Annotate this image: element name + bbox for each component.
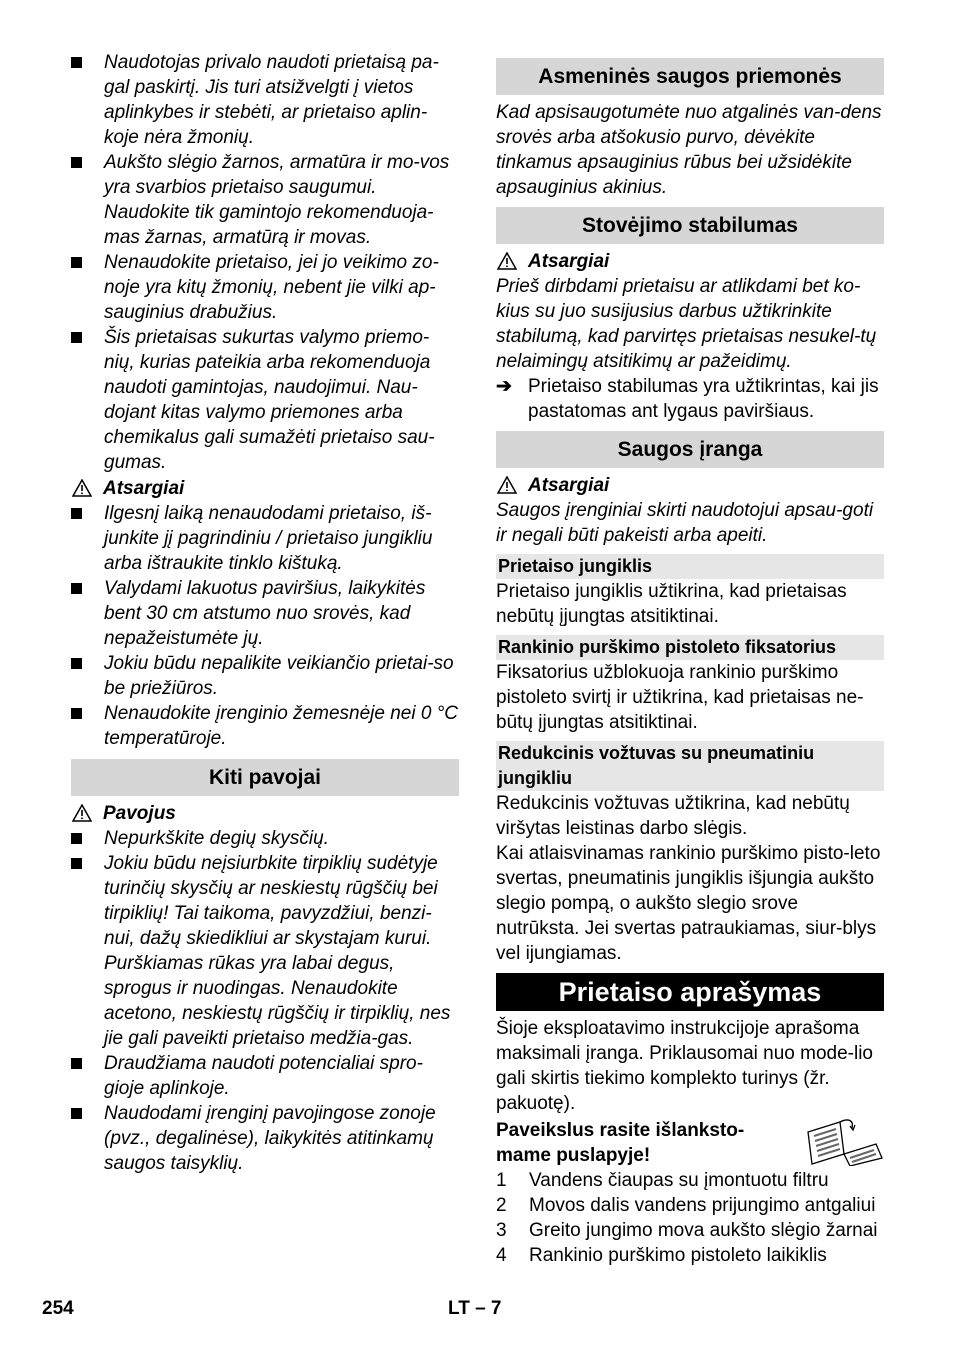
left-column (71, 50, 459, 1176)
right-arrow-icon: ➔ (496, 376, 512, 397)
warning-triangle-icon (72, 479, 92, 497)
square-bullet-icon (71, 583, 82, 594)
square-bullet-icon (71, 332, 82, 343)
square-bullet-icon (71, 57, 82, 68)
square-bullet-icon (71, 257, 82, 268)
description-text: Šioje eksploatavimo instrukcijoje aprašoma maksimali įranga. Priklausomai nuo mode-lio gali skirtis tiekimo komplekto turinys (žr. pakuotę). (496, 1018, 873, 1114)
bullet-item: Valydami lakuotus paviršius, laikykitės bent 30 cm atstumo nuo srovės, kad nepažeistumėte jų. (71, 576, 459, 651)
stability-text: Prieš dirbdami prietaisu ar atlikdami bet ko-kius su juo susijusius darbus užtikrinkite stabilumą, kad parvirtęs prietaisas nesukel-tų nelaimingų atsitikimų ar pažeidimų. (496, 276, 877, 372)
figure-note-row (496, 1118, 884, 1168)
bullet-item: Šis prietaisas sukurtas valymo priemo-nių, kurias pateikia arba rekomenduoja naudoti gamintojas, naudojimui. Nau-dojant kitas valymo priemones arba chemikalus gali sumažėti prietaiso sau-gumas. (71, 325, 459, 475)
stability-arrow-item: ➔ Prietaiso stabilumas yra užtikrintas, kai jis pastatomas ant lygaus paviršiaus. (496, 376, 879, 422)
section-heading-device-description: Prietaiso aprašymas (496, 973, 884, 1011)
bullet-item: Nenaudokite prietaiso, jei jo veikimo zo-noje yra kitų žmonių, nebent jie vilki ap-sauginius drabužius. (71, 250, 459, 325)
warning-heading: Atsargiai (71, 476, 459, 501)
list-item: 2 Movos dalis vandens prijungimo antgaliui (496, 1195, 876, 1216)
section-heading-stability: Stovėjimo stabilumas (496, 207, 884, 244)
switch-text: Prietaiso jungiklis užtikrina, kad prietaisas nebūtų įjungtas atsitiktinai. (496, 581, 847, 627)
open-book-icon (804, 1118, 884, 1166)
warning-triangle-icon (497, 476, 517, 494)
danger-heading: Pavojus (71, 801, 459, 826)
bullet-item: Naudodami įrenginį pavojingose zonoje (pvz., degalinėse), laikykitės atitinkamų saugos taisyklių. (71, 1101, 459, 1176)
square-bullet-icon (71, 157, 82, 168)
subheading-reducing-valve: Redukcinis vožtuvas su pneumatiniu jungikliu (496, 741, 884, 791)
ppe-text: Kad apsisaugotumėte nuo atgalinės van-dens srovės arba atšokusio purvo, dėvėkite tinkamus apsauginius rūbus bei užsidėkite apsauginius akinius. (496, 102, 882, 198)
bullet-item: Ilgesnį laiką nenaudodami prietaiso, iš-junkite jį pagrindiniu / prietaiso jungikliu arba ištraukite tinklo kištuką. (71, 501, 459, 576)
square-bullet-icon (71, 1058, 82, 1069)
subheading-gun-lock: Rankinio purškimo pistoleto fiksatorius (496, 635, 884, 660)
bullet-item: Jokiu būdu neįsiurbkite tirpiklių sudėtyje turinčių skysčių ar neskiestų rūgščių bei tirpiklių! Tai taikoma, pavyzdžiui, benzi-nui, dažų skiedikliui ar skystajam kurui. Purškiamas rūkas yra labai degus, sprogus ir nuodingas. Nenaudokite acetono, neskiestų rūgščių ir tirpiklių, nes jie gali paveikti prietaiso medžia-gas. (71, 851, 459, 1051)
square-bullet-icon (71, 1108, 82, 1119)
bullet-item: Nepurkškite degių skysčių. (71, 826, 459, 851)
square-bullet-icon (71, 508, 82, 519)
right-column (496, 58, 884, 1268)
bullet-item: Aukšto slėgio žarnos, armatūra ir mo-vos yra svarbios prietaiso saugumui. Naudokite tik gamintojo rekomenduoja-mas žarnas, armatūrą ir movas. (71, 150, 459, 250)
warning-triangle-icon (72, 804, 92, 822)
subheading-device-switch: Prietaiso jungiklis (496, 554, 884, 579)
warning-heading: Atsargiai (496, 249, 884, 274)
warning-triangle-icon (497, 252, 517, 270)
lock-text: Fiksatorius užblokuoja rankinio purškimo pistoleto svirtį ir užtikrina, kad prietaisas ne-būtų įjungtas atsitiktinai. (496, 662, 864, 733)
parts-list (496, 1168, 884, 1268)
page-number: 254 (42, 1298, 74, 1319)
bullet-item: Jokiu būdu nepalikite veikiančio prietai-so be priežiūros. (71, 651, 459, 701)
valve-text-1: Redukcinis vožtuvas užtikrina, kad nebūtų viršytas leistinas darbo slėgis. (496, 793, 850, 839)
list-item: 4 Rankinio purškimo pistoleto laikiklis (496, 1245, 827, 1266)
warning-heading: Atsargiai (496, 473, 884, 498)
bullet-item: Naudotojas privalo naudoti prietaisą pa-gal paskirtį. Jis turi atsižvelgti į vietos aplinkybes ir stebėti, ar prietaiso aplin-koje nėra žmonių. (71, 50, 459, 150)
section-heading-other-dangers: Kiti pavojai (71, 759, 459, 796)
valve-text-2: Kai atlaisvinamas rankinio purškimo pisto-leto svertas, pneumatinis jungiklis išjungia aukšto slegio pompą, o aukšto slegio srove nutrūksta. Jei svertas patraukiamas, siur-blys vel ijungiamas. (496, 843, 881, 964)
section-heading-safety-devices: Saugos įranga (496, 431, 884, 468)
language-page-label: LT – 7 (448, 1298, 502, 1319)
square-bullet-icon (71, 708, 82, 719)
bullet-item: Draudžiama naudoti potencialiai spro-gioje aplinkoje. (71, 1051, 459, 1101)
safety-text: Saugos įrenginiai skirti naudotojui apsau-goti ir negali būti pakeisti arba apeiti. (496, 500, 874, 546)
square-bullet-icon (71, 858, 82, 869)
square-bullet-icon (71, 658, 82, 669)
list-item: 1 Vandens čiaupas su įmontuotu filtru (496, 1170, 829, 1191)
bullet-item: Nenaudokite įrenginio žemesnėje nei 0 °C temperatūroje. (71, 701, 459, 751)
square-bullet-icon (71, 833, 82, 844)
figure-note: Paveikslus rasite išlanksto-mame puslapyje! (496, 1120, 745, 1166)
list-item: 3 Greito jungimo mova aukšto slėgio žarnai (496, 1220, 878, 1241)
section-heading-ppe: Asmeninės saugos priemonės (496, 58, 884, 95)
